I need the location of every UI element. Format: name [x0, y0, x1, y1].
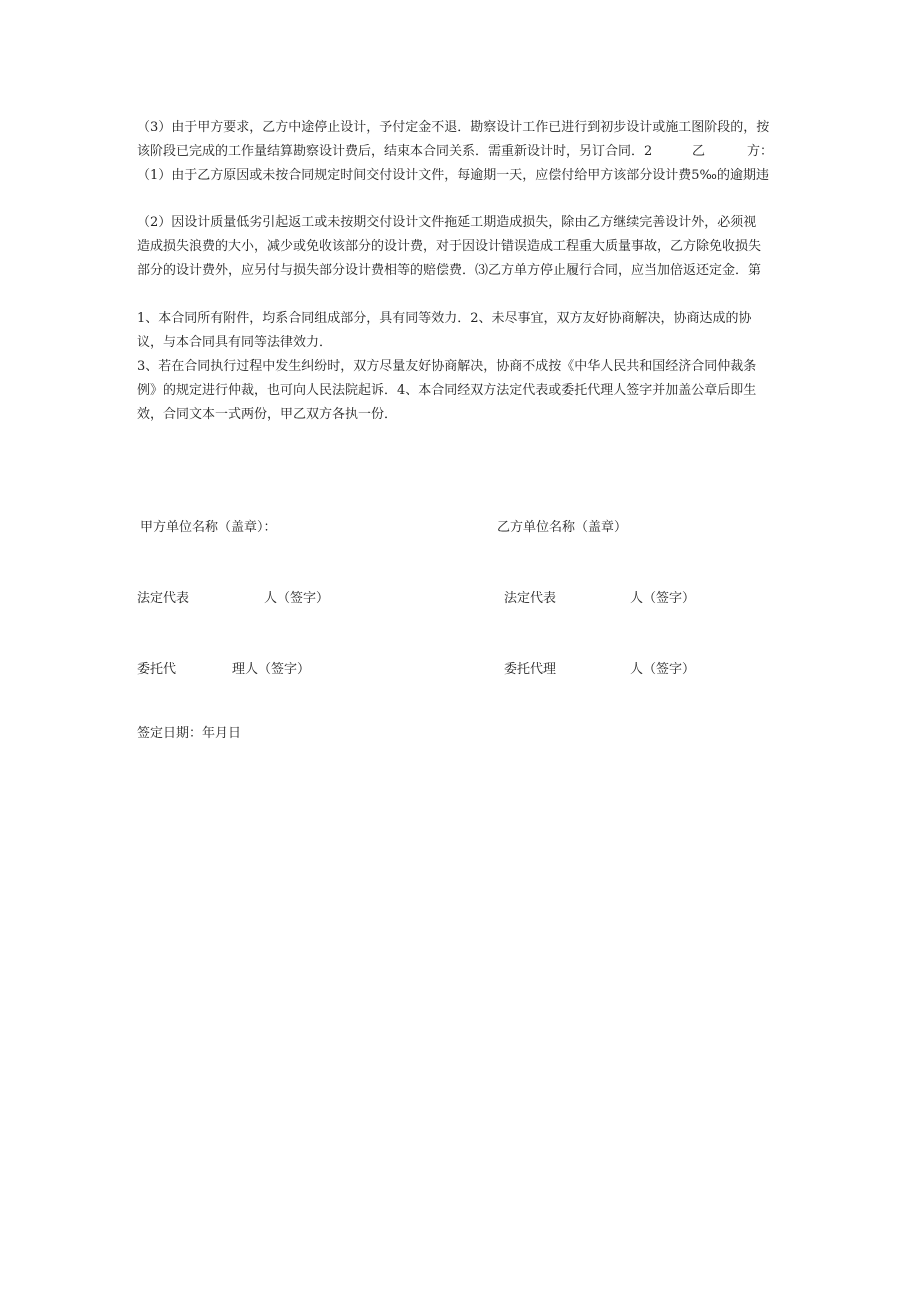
party-a-name-label: 甲方单位名称（盖章）：: [140, 520, 277, 535]
party-b-agent-label-2: 人（签字）: [630, 662, 696, 677]
party-a-rep-label-1: 法定代表: [137, 591, 190, 606]
party-b-agent-label-1: 委托代理: [504, 662, 557, 677]
body-line-13: 效，合同文本一式两份，甲乙双方各执一份．: [137, 407, 398, 422]
body-line-9: 1、本合同所有附件，均系合同组成部分，具有同等效力．2、未尽事宜，双方友好协商解决，协商达成的协: [137, 311, 752, 326]
party-a-agent-label-1: 委托代: [137, 662, 177, 677]
signing-date-label: 签定日期：年月日: [137, 726, 242, 741]
body-line-2-yi: 乙: [692, 144, 706, 159]
body-line-2-text: 该阶段已完成的工作量结算勘察设计费后，结束本合同关系．需重新设计时，另订合同．2: [137, 144, 653, 159]
party-b-rep-label-2: 人（签字）: [630, 591, 696, 606]
body-line-2-fang: 方：: [747, 144, 774, 159]
body-line-6: 造成损失浪费的大小，减少或免收该部分的设计费，对于因设计错误造成工程重大质量事故，乙方除免收损失: [137, 239, 762, 254]
party-b-name-label: 乙方单位名称（盖章）: [497, 520, 628, 535]
body-line-12: 例》的规定进行仲裁，也可向人民法院起诉．4、本合同经双方法定代表或委托代理人签字并加盖公章后即生: [137, 383, 757, 398]
body-line-2: [137, 142, 785, 162]
body-line-11: 3、若在合同执行过程中发生纠纷时，双方尽量友好协商解决，协商不成按《中华人民共和国经济合同仲裁条: [137, 359, 757, 374]
body-line-5: （2）因设计质量低劣引起返工或未按期交付设计文件拖延工期造成损失，除由乙方继续完善设计外，必须视: [137, 215, 757, 230]
body-line-3: （1）由于乙方原因或未按合同规定时间交付设计文件，每逾期一天，应偿付给甲方该部分设计费5‰的逾期违: [137, 168, 769, 183]
body-line-7: 部分的设计费外，应另付与损失部分设计费相等的赔偿费．⑶乙方单方停止履行合同，应当加倍返还定金．第: [137, 263, 762, 278]
party-b-rep-label-1: 法定代表: [504, 591, 557, 606]
party-a-agent-label-2: 理人（签字）: [232, 662, 311, 677]
party-a-rep-label-2: 人（签字）: [264, 591, 330, 606]
body-line-10: 议，与本合同具有同等法律效力．: [137, 335, 333, 350]
body-line-1: （3）由于甲方要求，乙方中途停止设计，予付定金不退．勘察设计工作已进行到初步设计或施工图阶段的，按: [137, 120, 770, 135]
